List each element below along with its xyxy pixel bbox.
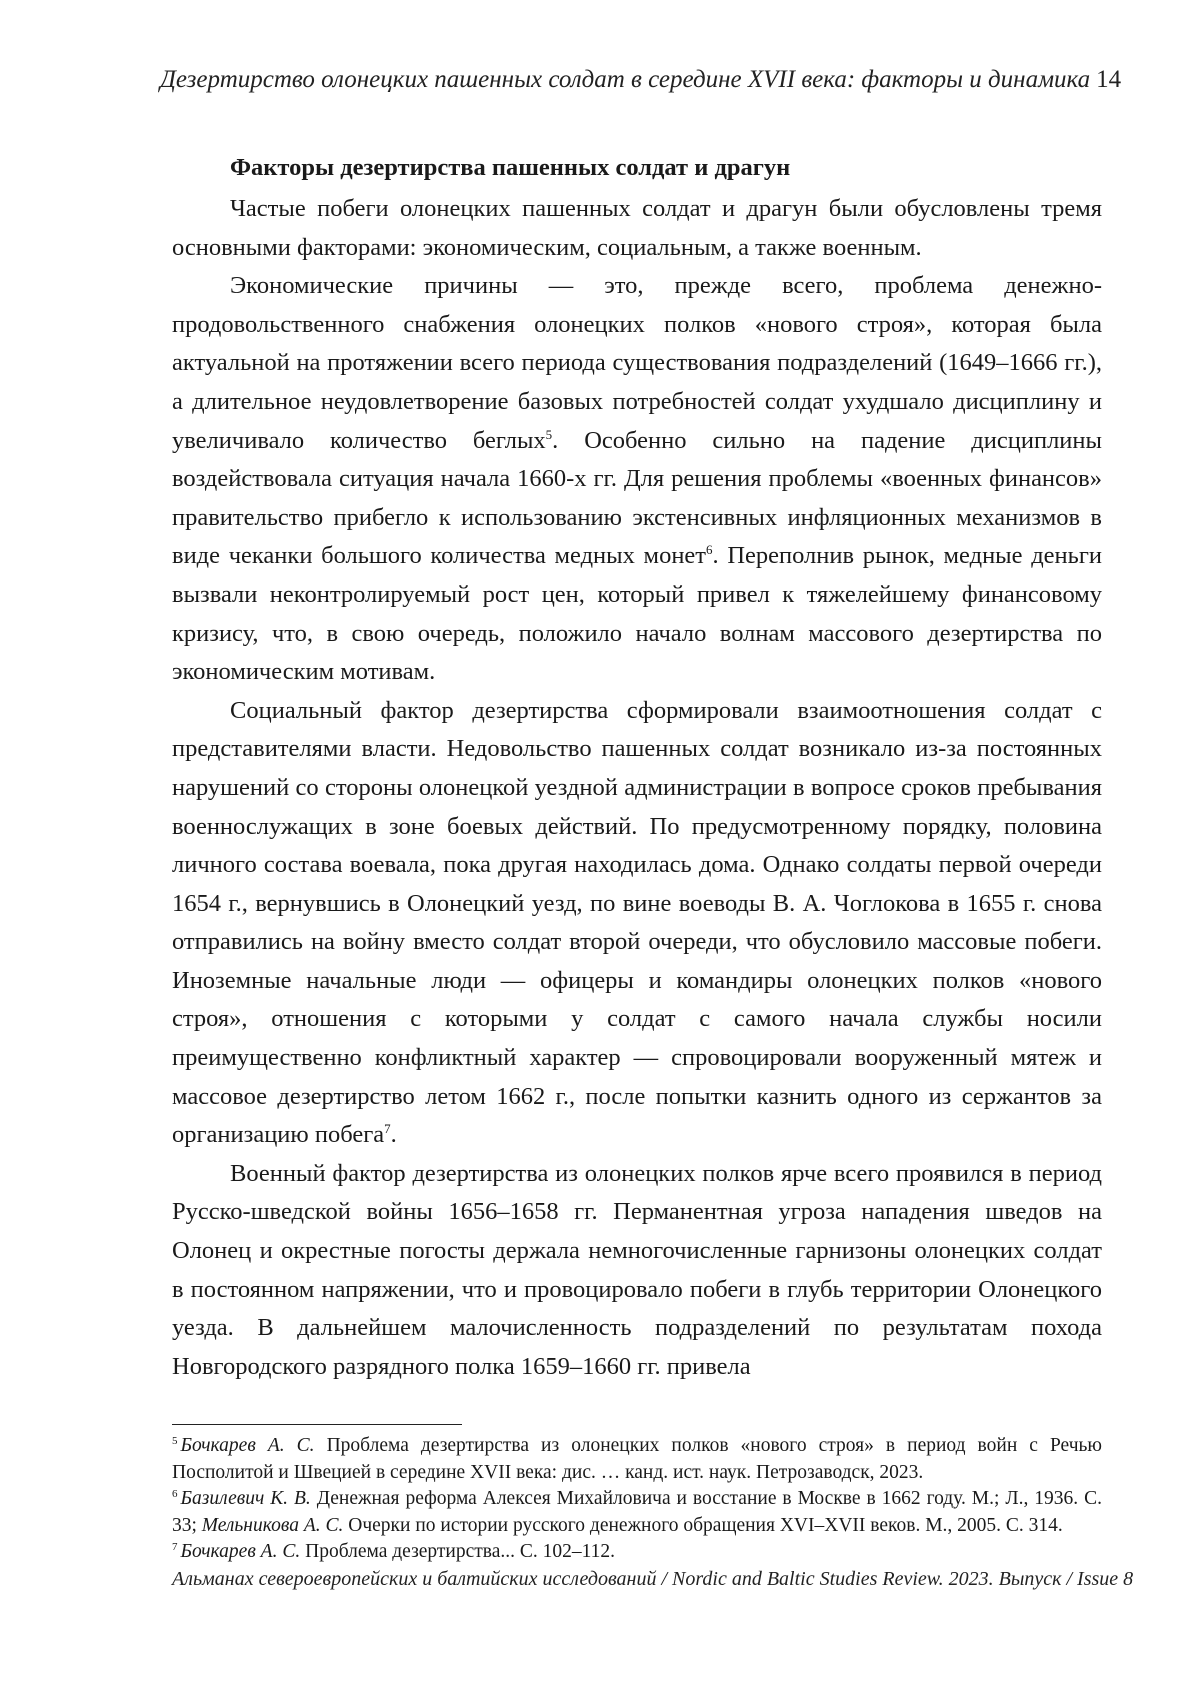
footnote-author: Бочкарев А. С. <box>181 1435 315 1456</box>
footnote-text: Проблема дезертирства из олонецких полков «нового строя» в период войн с Речью Посполитой и Швецией в середине XVII века: дис. … канд. ист. наук. Петрозаводск, 2023. <box>172 1435 1102 1483</box>
footnote-ref-6[interactable]: 6 <box>706 542 713 557</box>
paragraph-military <box>172 1155 1102 1387</box>
main-text <box>172 150 1102 1386</box>
footnote-divider <box>172 1424 462 1425</box>
footnote-ref-5[interactable]: 5 <box>546 426 553 441</box>
footnote-7 <box>172 1539 1102 1566</box>
paragraph-text: Частые побеги олонецких пашенных солдат и драгун были обусловлены тремя основными факторами: экономическим, социальным, а также военным. <box>172 195 1102 261</box>
running-title: Дезертирство олонецких пашенных солдат в середине XVII века: факторы и динамика <box>160 66 1090 93</box>
footnotes <box>172 1433 1102 1566</box>
section-heading: Факторы дезертирства пашенных солдат и драгун <box>230 150 1102 186</box>
footnote-text: Очерки по истории русского денежного обращения XVI–XVII веков. М., 2005. С. 314. <box>343 1515 1062 1536</box>
paragraph-text: . Особенно сильно на падение дисциплины воздействовала ситуация начала 1660-х гг. Для решения проблемы «военных финансов» правительство прибегло к использованию экстенсивных инфляционных механизмов в виде чеканки большого количества медных монет <box>172 427 1102 570</box>
paragraph-text: . <box>391 1121 397 1148</box>
footnote-author: Бочкарев А. С. <box>181 1541 301 1562</box>
footnote-5 <box>172 1433 1102 1486</box>
paragraph-social <box>172 692 1102 1155</box>
document-page <box>0 0 1200 1697</box>
paragraph-text: Экономические причины — это, прежде всего, проблема денежно-продовольственного снабжения олонецких полков «нового строя», которая была актуальной на протяжении всего периода существования подразделений (1649–1666 гг.), а длительное неудовлетворение базовых потребностей солдат ухудшало дисциплину и увеличивало количество беглых <box>172 272 1102 453</box>
footnote-number: 7 <box>172 1541 178 1553</box>
footnote-number: 6 <box>172 1488 178 1500</box>
page-number: 14 <box>1096 66 1121 93</box>
paragraph-text: Военный фактор дезертирства из олонецких полков ярче всего проявился в период Русско-шведской войны 1656–1658 гг. Перманентная угроза нападения шведов на Олонец и окрестные погосты держала немногочисленные гарнизоны олонецких солдат в постоянном напряжении, что и провоцировало побеги в глубь территории Олонецкого уезда. В дальнейшем малочисленность подразделений по результатам похода Новгородского разрядного полка 1659–1660 гг. привела <box>172 1160 1102 1380</box>
footnote-text: Денежная реформа Алексея Михайловича и восстание в Москве в 1662 году. М.; Л., 1936. С. 33; <box>172 1488 1102 1536</box>
paragraph-economic <box>172 267 1102 692</box>
paragraph-text: Социальный фактор дезертирства сформировали взаимоотношения солдат с представителями власти. Недовольство пашенных солдат возникало из-за постоянных нарушений со стороны олонецкой уездной администрации в вопросе сроков пребывания военнослужащих в зоне боевых действий. По предусмотренному порядку, половина личного состава воевала, пока другая находилась дома. Однако солдаты первой очереди 1654 г., вернувшись в Олонецкий уезд, по вине воеводы В. А. Чоглокова в 1655 г. снова отправились на войну вместо солдат второй очереди, что обусловило массовые побеги. Иноземные начальные люди — офицеры и командиры олонецких полков «нового строя», отношения с которыми у солдат с самого начала службы носили преимущественно конфликтный характер — спровоцировали вооруженный мятеж и массовое дезертирство летом 1662 г., после попытки казнить одного из сержантов за организацию побега <box>172 697 1102 1149</box>
footnote-6 <box>172 1486 1102 1539</box>
journal-footer: Альманах североевропейских и балтийских исследований / Nordic and Baltic Studies Review. 2023. Выпуск / Issue 8 <box>172 1568 1102 1591</box>
footnote-author: Базилевич К. В. <box>181 1488 311 1509</box>
running-header <box>160 66 1100 94</box>
footnote-text: Проблема дезертирства... С. 102–112. <box>300 1541 615 1562</box>
paragraph-text: . Переполнив рынок, медные деньги вызвали неконтролируемый рост цен, который привел к тяжелейшему финансовому кризису, что, в свою очередь, положило начало волнам массового дезертирства по экономическим мотивам. <box>172 542 1102 685</box>
footnote-author: Мельникова А. С. <box>202 1515 344 1536</box>
footnote-number: 5 <box>172 1435 178 1447</box>
footnote-ref-7[interactable]: 7 <box>384 1121 391 1136</box>
paragraph-intro <box>172 190 1102 267</box>
